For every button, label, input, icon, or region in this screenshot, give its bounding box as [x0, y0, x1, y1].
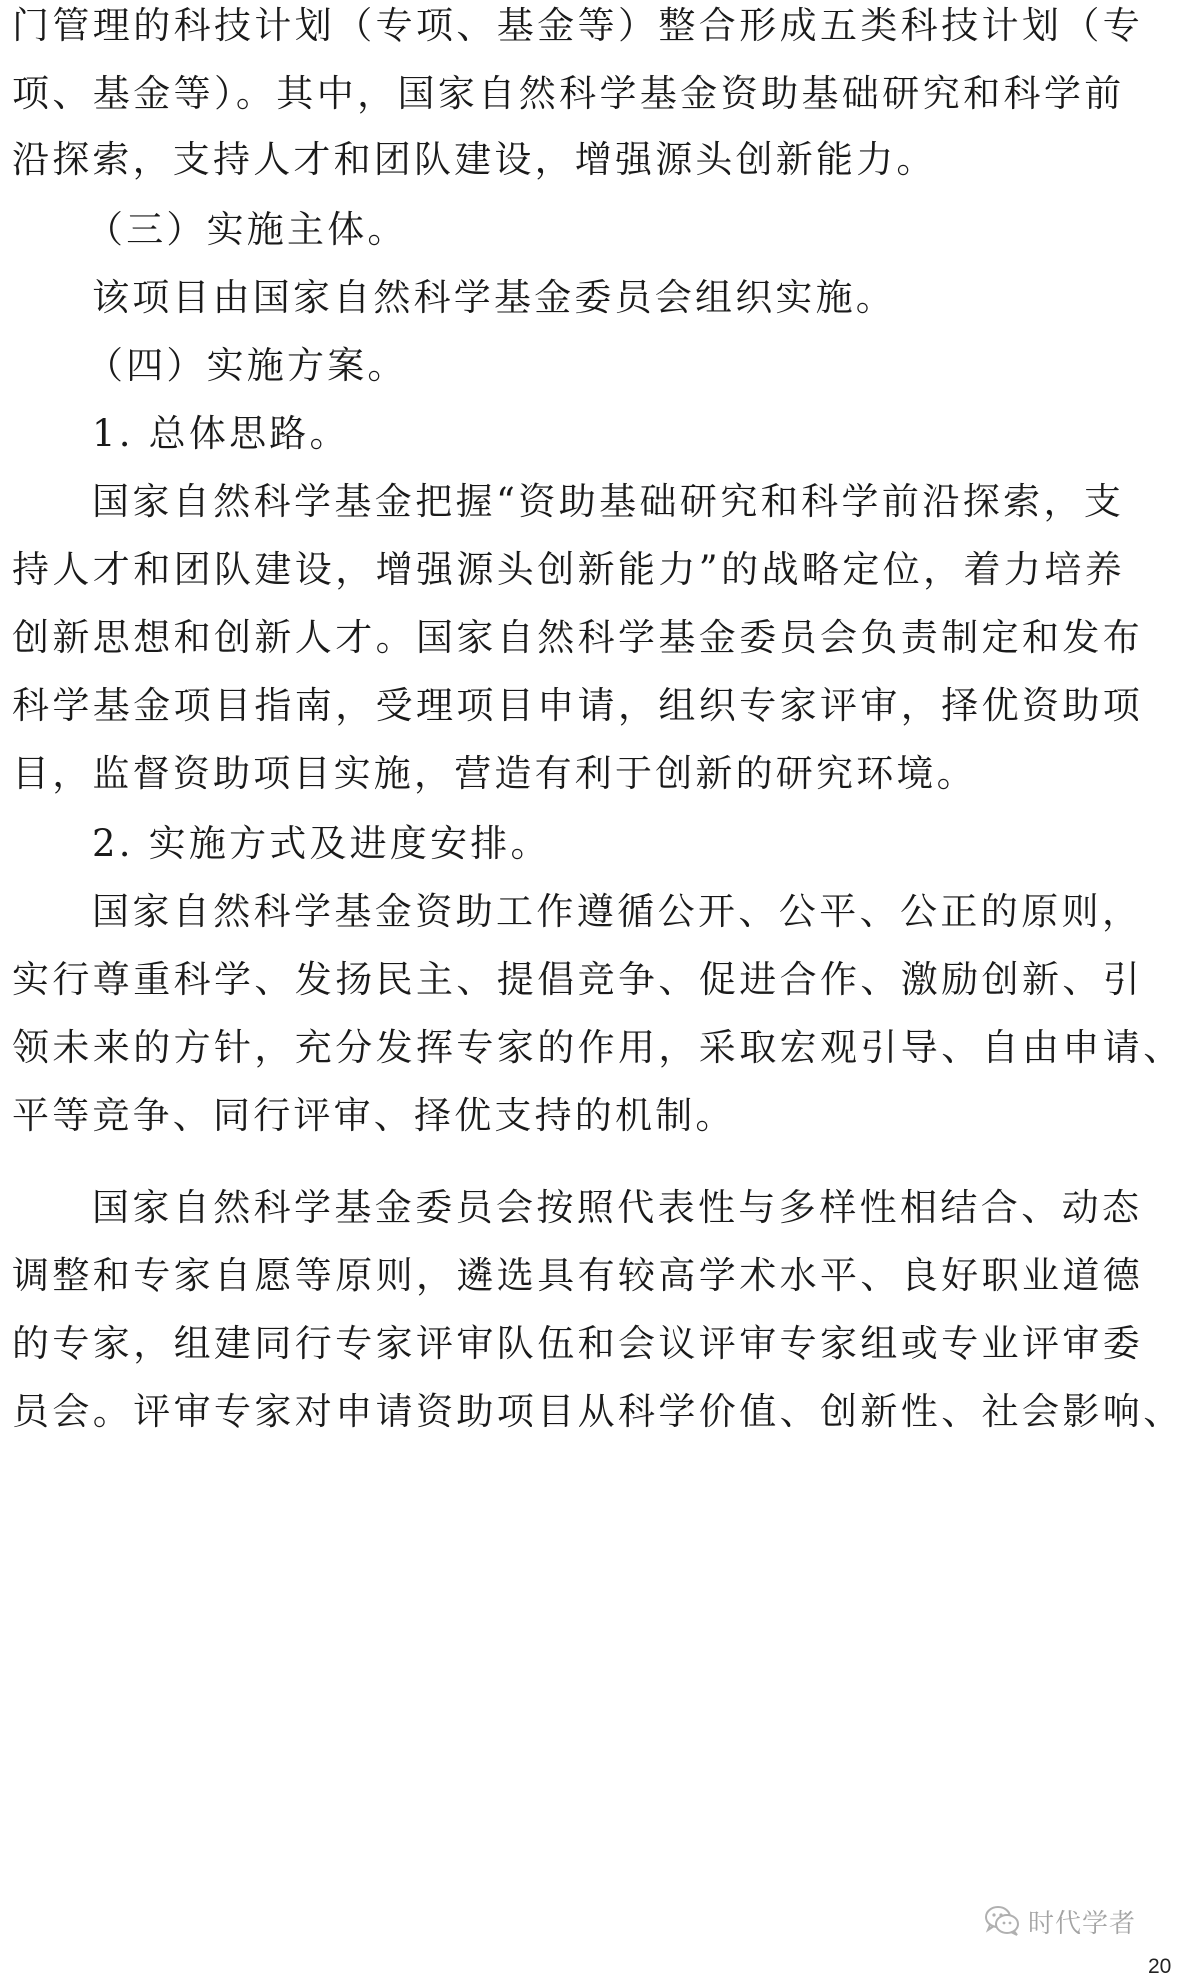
body-line: 沿探索，支持人才和团队建设，增强源头创新能力。 — [12, 138, 937, 181]
body-line: 平等竞争、同行评审、择优支持的机制。 — [12, 1094, 736, 1137]
subsection-heading: 1. 总体思路。 — [92, 412, 350, 455]
body-line: 该项目由国家自然科学基金委员会组织实施。 — [92, 276, 896, 319]
body-line: 领未来的方针，充分发挥专家的作用，采取宏观引导、自由申请、 — [12, 1026, 1184, 1069]
body-line: 门管理的科技计划（专项、基金等）整合形成五类科技计划（专 — [12, 4, 1144, 47]
body-line: 目，监督资助项目实施，营造有利于创新的研究环境。 — [12, 752, 977, 795]
body-line: 国家自然科学基金把握“资助基础研究和科学前沿探索，支 — [92, 480, 1125, 523]
watermark-text: 时代学者 — [1028, 1908, 1137, 1939]
body-line: 国家自然科学基金资助工作遵循公开、公平、公正的原则， — [92, 890, 1143, 933]
body-line: 科学基金项目指南，受理项目申请，组织专家评审，择优资助项 — [12, 684, 1144, 727]
body-line: 调整和专家自愿等原则，遴选具有较高学术水平、良好职业道德 — [12, 1254, 1144, 1297]
body-line: 国家自然科学基金委员会按照代表性与多样性相结合、动态 — [92, 1186, 1143, 1229]
subsection-heading: 2. 实施方式及进度安排。 — [92, 822, 551, 865]
body-line: 的专家，组建同行专家评审队伍和会议评审专家组或专业评审委 — [12, 1322, 1144, 1365]
body-line: 持人才和团队建设，增强源头创新能力”的战略定位，着力培养 — [12, 548, 1126, 591]
section-heading: （四）实施方案。 — [86, 344, 408, 387]
body-line: 实行尊重科学、发扬民主、提倡竞争、促进合作、激励创新、引 — [12, 958, 1144, 1001]
section-heading: （三）实施主体。 — [86, 208, 408, 251]
wechat-icon — [984, 1905, 1020, 1937]
page-number: 20 — [1148, 1955, 1172, 1978]
watermark — [984, 1901, 1136, 1941]
body-line: 项、基金等）。其中，国家自然科学基金资助基础研究和科学前 — [12, 72, 1125, 115]
body-line: 员会。评审专家对申请资助项目从科学价值、创新性、社会影响、 — [12, 1390, 1184, 1433]
body-line: 创新思想和创新人才。国家自然科学基金委员会负责制定和发布 — [12, 616, 1144, 659]
